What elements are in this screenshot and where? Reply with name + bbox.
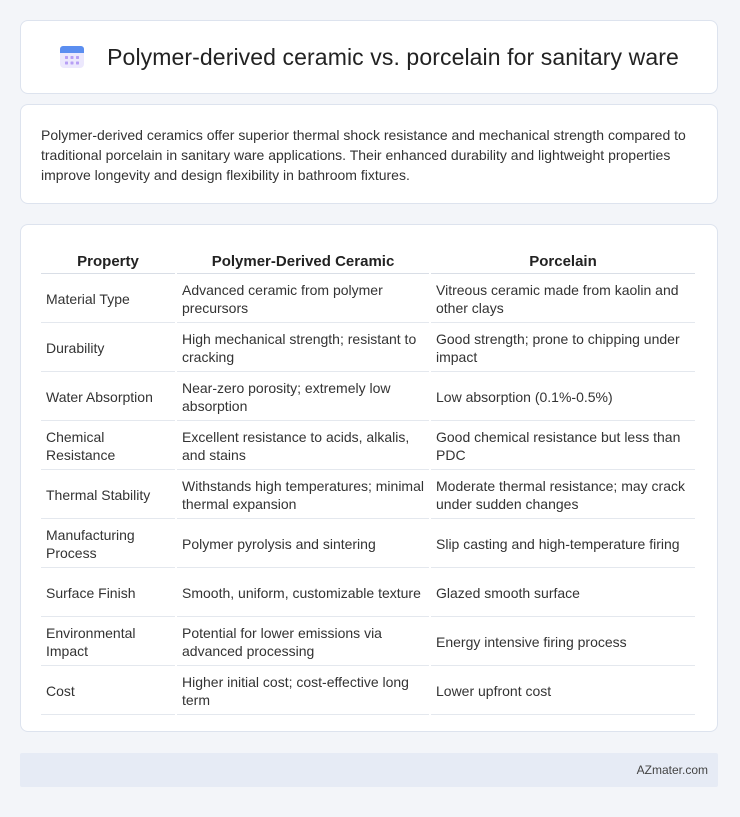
page-title: Polymer-derived ceramic vs. porcelain for sanitary ware xyxy=(107,43,679,70)
column-header-porcelain: Porcelain xyxy=(431,245,695,274)
property-cell: Surface Finish xyxy=(41,570,175,617)
table-row xyxy=(41,521,695,568)
property-cell: Durability xyxy=(41,325,175,372)
porcelain-cell: Glazed smooth surface xyxy=(431,570,695,617)
table-header-row xyxy=(41,245,695,274)
calendar-grid-icon xyxy=(59,44,85,70)
property-cell: Thermal Stability xyxy=(41,472,175,519)
title-row xyxy=(59,44,679,71)
footer-site-link[interactable]: AZmater.com xyxy=(636,763,708,777)
porcelain-cell: Lower upfront cost xyxy=(431,668,695,715)
property-cell: Chemical Resistance xyxy=(41,423,175,470)
table-row xyxy=(41,619,695,666)
table-row xyxy=(41,570,695,617)
comparison-table xyxy=(39,243,697,717)
pdc-cell: Excellent resistance to acids, alkalis, and stains xyxy=(177,423,429,470)
table-row xyxy=(41,325,695,372)
pdc-cell: Higher initial cost; cost-effective long term xyxy=(177,668,429,715)
property-cell: Water Absorption xyxy=(41,374,175,421)
pdc-cell: High mechanical strength; resistant to cracking xyxy=(177,325,429,372)
property-cell: Cost xyxy=(41,668,175,715)
table-row xyxy=(41,423,695,470)
table-row xyxy=(41,472,695,519)
porcelain-cell: Moderate thermal resistance; may crack under sudden changes xyxy=(431,472,695,519)
table-row xyxy=(41,276,695,323)
intro-card xyxy=(20,104,718,204)
column-header-property: Property xyxy=(41,245,175,274)
table-row xyxy=(41,374,695,421)
title-card xyxy=(20,20,718,94)
pdc-cell: Advanced ceramic from polymer precursors xyxy=(177,276,429,323)
property-cell: Environmental Impact xyxy=(41,619,175,666)
pdc-cell: Polymer pyrolysis and sintering xyxy=(177,521,429,568)
table-row xyxy=(41,668,695,715)
pdc-cell: Near-zero porosity; extremely low absorption xyxy=(177,374,429,421)
porcelain-cell: Good chemical resistance but less than PDC xyxy=(431,423,695,470)
pdc-cell: Potential for lower emissions via advanced processing xyxy=(177,619,429,666)
property-cell: Manufacturing Process xyxy=(41,521,175,568)
porcelain-cell: Low absorption (0.1%-0.5%) xyxy=(431,374,695,421)
porcelain-cell: Slip casting and high-temperature firing xyxy=(431,521,695,568)
pdc-cell: Smooth, uniform, customizable texture xyxy=(177,570,429,617)
property-cell: Material Type xyxy=(41,276,175,323)
porcelain-cell: Good strength; prone to chipping under impact xyxy=(431,325,695,372)
porcelain-cell: Vitreous ceramic made from kaolin and other clays xyxy=(431,276,695,323)
column-header-pdc: Polymer-Derived Ceramic xyxy=(177,245,429,274)
porcelain-cell: Energy intensive firing process xyxy=(431,619,695,666)
intro-paragraph: Polymer-derived ceramics offer superior thermal shock resistance and mechanical strength compared to traditional porcelain in sanitary ware applications. Their enhanced durability and lightweight properties improve longevity and design flexibility in bathroom fixtures. xyxy=(41,127,686,183)
pdc-cell: Withstands high temperatures; minimal thermal expansion xyxy=(177,472,429,519)
comparison-card xyxy=(20,224,718,732)
footer-bar xyxy=(20,753,718,787)
